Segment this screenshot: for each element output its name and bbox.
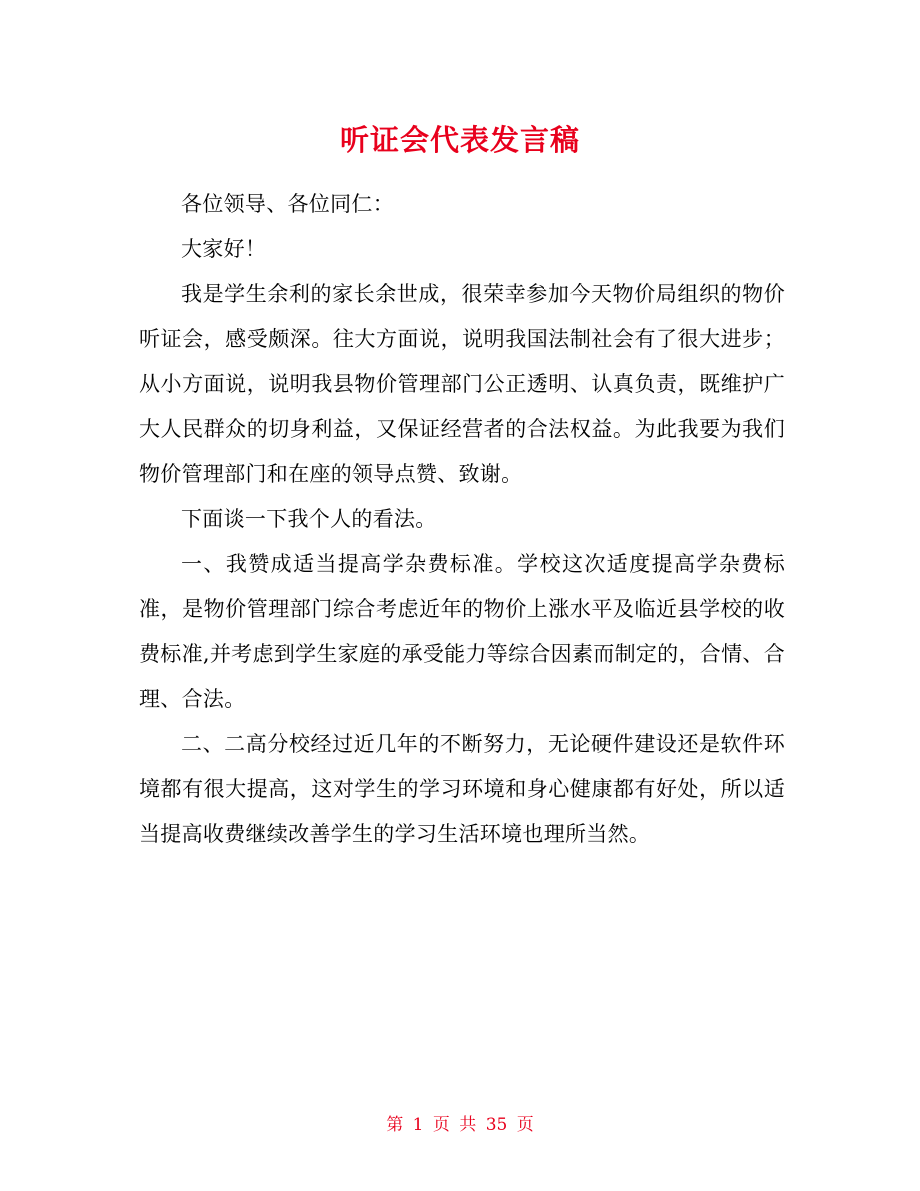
paragraph-point-two: 二、二高分校经过近几年的不断努力，无论硬件建设还是软件环境都有很大提高，这对学生的学习环境和身心健康都有好处，所以适当提高收费继续改善学生的学习生活环境也理所当然。 [139,732,785,846]
paragraph-point-one: 一、我赞成适当提高学杂费标准。学校这次适度提高学杂费标准，是物价管理部门综合考虑近年的物价上涨水平及临近县学校的收费标准,并考虑到学生家庭的承受能力等综合因素而制定的，合情、合理、合法。 [139,552,785,711]
paragraph-introduction: 我是学生余利的家长余世成，很荣幸参加今天物价局组织的物价听证会，感受颇深。往大方面说，说明我国法制社会有了很大进步；从小方面说，说明我县物价管理部门公正透明、认真负责，既维护广大人民群众的切身利益，又保证经营者的合法权益。为此我要为我们物价管理部门和在座的领导点赞、致谢。 [139,282,785,486]
paragraph-transition: 下面谈一下我个人的看法。 [181,507,437,531]
page-number-footer: 第 1 页 共 35 页 [386,1115,534,1135]
salutation: 各位领导、各位同仁： [181,192,394,216]
greeting: 大家好！ [181,237,267,261]
page-title: 听证会代表发言稿 [339,123,580,157]
document-body [139,182,785,857]
